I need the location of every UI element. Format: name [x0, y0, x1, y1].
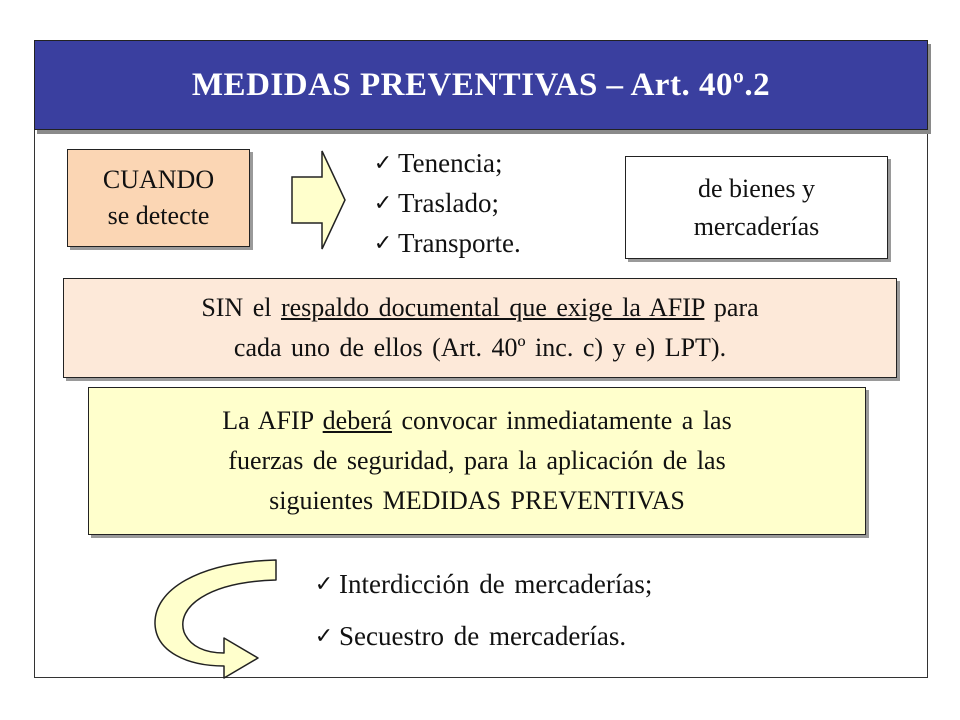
sin-underlined-text: respaldo documental que exige la AFIP	[280, 293, 705, 322]
check-icon: ✓	[373, 150, 393, 176]
afip-line-3: siguientes MEDIDAS PREVENTIVAS	[269, 486, 685, 515]
list-item	[370, 223, 521, 263]
check-icon: ✓	[373, 230, 393, 256]
afip-line-2: fuerzas de seguridad, para la aplicación de las	[228, 446, 726, 475]
list-item	[370, 143, 521, 183]
list-item	[311, 610, 652, 662]
check-icon: ✓	[314, 623, 334, 649]
sin-line-1-post: para	[704, 293, 759, 322]
action-tenencia: Tenencia;	[398, 147, 503, 178]
slide-title: MEDIDAS PREVENTIVAS – Art. 40º.2	[191, 66, 771, 103]
curved-arrow-icon	[148, 552, 288, 682]
action-transporte: Transporte.	[398, 227, 521, 258]
afip-underlined-text: deberá	[322, 406, 392, 435]
sin-line-1	[201, 288, 758, 328]
cuando-box	[67, 149, 250, 247]
bienes-line-2: mercaderías	[693, 211, 820, 241]
right-arrow-icon	[289, 147, 349, 257]
check-icon: ✓	[314, 571, 334, 597]
afip-line-1-post: convocar inmediatamente a las	[391, 406, 732, 435]
title-bar	[34, 40, 928, 130]
afip-box	[88, 387, 866, 535]
sin-line-2: cada uno de ellos (Art. 40º inc. c) y e) LPT).	[233, 333, 727, 362]
bienes-line-1: de bienes y	[698, 173, 815, 203]
list-item	[370, 183, 521, 223]
sin-respaldo-box	[63, 278, 897, 378]
list-item	[311, 558, 652, 610]
afip-line-1-pre: La AFIP	[222, 406, 323, 435]
measure-secuestro: Secuestro de mercaderías.	[339, 620, 627, 651]
measures-list	[311, 558, 652, 662]
actions-list	[370, 143, 521, 263]
bienes-box	[625, 156, 888, 259]
check-icon: ✓	[373, 190, 393, 216]
action-traslado: Traslado;	[398, 187, 500, 218]
cuando-line-1: CUANDO	[102, 165, 215, 194]
sin-line-1-pre: SIN el	[201, 293, 281, 322]
afip-line-1	[222, 401, 731, 441]
measure-interdiccion: Interdicción de mercaderías;	[339, 568, 653, 599]
cuando-line-2: se detecte	[107, 201, 210, 230]
